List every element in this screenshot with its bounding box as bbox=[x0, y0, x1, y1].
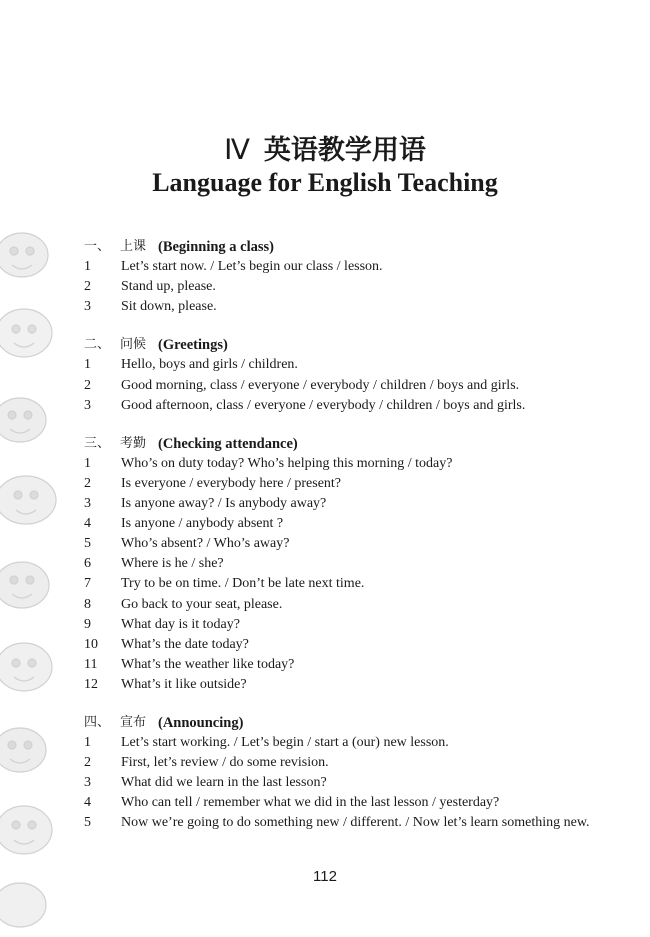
item-text: What did we learn in the last lesson? bbox=[121, 775, 327, 791]
item-text: Hello, boys and girls / children. bbox=[121, 357, 298, 373]
item-text: What’s the date today? bbox=[121, 636, 249, 652]
item-number: 7 bbox=[84, 576, 91, 592]
list-item bbox=[0, 615, 650, 635]
list-item bbox=[0, 733, 650, 753]
list-item bbox=[0, 277, 650, 297]
chapter-title-zh-text: 英语教学用语 bbox=[263, 135, 426, 166]
item-text: What’s the weather like today? bbox=[121, 656, 295, 672]
section-title-zh: 宣布 bbox=[120, 714, 147, 730]
item-text: Let’s start now. / Let’s begin our class / lesson. bbox=[121, 259, 383, 275]
item-number: 3 bbox=[84, 299, 91, 315]
section-number: 三、 bbox=[84, 435, 111, 451]
item-text: Try to be on time. / Don’t be late next time. bbox=[121, 576, 365, 592]
item-text: Let’s start working. / Let’s begin / start a (our) new lesson. bbox=[121, 735, 449, 751]
list-item bbox=[0, 773, 650, 793]
section-title-en: (Checking attendance) bbox=[158, 435, 298, 452]
list-item bbox=[0, 635, 650, 655]
item-number: 1 bbox=[84, 735, 91, 751]
list-item bbox=[0, 574, 650, 594]
list-item bbox=[0, 454, 650, 474]
item-text: Is everyone / everybody here / present? bbox=[121, 475, 342, 491]
item-number: 4 bbox=[84, 795, 91, 811]
item-text: Stand up, please. bbox=[121, 279, 216, 295]
chapter-roman-numeral: Ⅳ bbox=[224, 135, 250, 166]
item-number: 3 bbox=[84, 775, 91, 791]
list-item bbox=[0, 813, 650, 833]
item-number: 2 bbox=[84, 475, 91, 491]
phrase-list bbox=[0, 237, 650, 852]
section-title-zh: 问候 bbox=[120, 337, 147, 353]
item-number: 3 bbox=[84, 397, 91, 413]
section-title-zh: 考勤 bbox=[120, 435, 147, 451]
chapter-title-english: Language for English Teaching bbox=[152, 168, 498, 197]
section-beginning-a-class bbox=[0, 237, 650, 317]
section-title-en: (Greetings) bbox=[158, 337, 228, 354]
list-item bbox=[0, 595, 650, 615]
item-number: 2 bbox=[84, 279, 91, 295]
list-item bbox=[0, 297, 650, 317]
list-item bbox=[0, 376, 650, 396]
item-text: Now we’re going to do something new / different. / Now let’s learn something new. bbox=[121, 815, 590, 831]
item-number: 8 bbox=[84, 596, 91, 612]
item-number: 9 bbox=[84, 616, 91, 632]
list-item bbox=[0, 474, 650, 494]
section-announcing bbox=[0, 713, 650, 834]
list-item bbox=[0, 554, 650, 574]
section-heading bbox=[0, 335, 650, 355]
item-number: 6 bbox=[84, 556, 91, 572]
item-number: 10 bbox=[84, 636, 98, 652]
section-greetings bbox=[0, 335, 650, 415]
item-number: 1 bbox=[84, 259, 91, 275]
item-text: Who can tell / remember what we did in the last lesson / yesterday? bbox=[121, 795, 500, 811]
item-number: 11 bbox=[84, 656, 98, 672]
list-item bbox=[0, 514, 650, 534]
item-text: First, let’s review / do some revision. bbox=[121, 755, 329, 771]
item-text: Go back to your seat, please. bbox=[121, 596, 283, 612]
list-item bbox=[0, 655, 650, 675]
item-number: 1 bbox=[84, 357, 91, 373]
item-text: What day is it today? bbox=[121, 616, 240, 632]
section-heading bbox=[0, 713, 650, 733]
section-number: 一、 bbox=[84, 239, 111, 254]
item-text: Who’s on duty today? Who’s helping this morning / today? bbox=[121, 455, 453, 471]
item-text: Where is he / she? bbox=[121, 556, 224, 572]
list-item bbox=[0, 494, 650, 514]
section-heading bbox=[0, 237, 650, 257]
item-number: 2 bbox=[84, 755, 91, 771]
section-heading bbox=[0, 434, 650, 454]
page-number: 112 bbox=[313, 868, 337, 885]
item-number: 12 bbox=[84, 676, 98, 692]
item-text: Good morning, class / everyone / everybody / children / boys and girls. bbox=[121, 377, 520, 393]
list-item bbox=[0, 396, 650, 416]
item-number: 5 bbox=[84, 815, 91, 831]
item-number: 5 bbox=[84, 536, 91, 552]
list-item bbox=[0, 753, 650, 773]
item-text: Good afternoon, class / everyone / everybody / children / boys and girls. bbox=[121, 397, 526, 413]
section-number: 四、 bbox=[84, 714, 111, 730]
item-text: Sit down, please. bbox=[121, 299, 217, 315]
item-text: Is anyone away? / Is anybody away? bbox=[121, 496, 327, 512]
list-item bbox=[0, 355, 650, 375]
item-text: Who’s absent? / Who’s away? bbox=[121, 536, 290, 552]
item-text: Is anyone / anybody absent ? bbox=[121, 516, 284, 532]
section-number: 二、 bbox=[84, 337, 111, 353]
chapter-title-chinese bbox=[0, 128, 650, 167]
item-number: 1 bbox=[84, 455, 91, 471]
list-item bbox=[0, 793, 650, 813]
section-title-en: (Announcing) bbox=[158, 714, 244, 731]
section-title-en: (Beginning a class) bbox=[158, 239, 275, 255]
item-number: 4 bbox=[84, 516, 91, 532]
section-title-zh: 上课 bbox=[120, 239, 147, 254]
section-checking-attendance bbox=[0, 434, 650, 695]
item-number: 2 bbox=[84, 377, 91, 393]
list-item bbox=[0, 534, 650, 554]
item-text: What’s it like outside? bbox=[121, 676, 247, 692]
list-item bbox=[0, 257, 650, 277]
list-item bbox=[0, 675, 650, 695]
item-number: 3 bbox=[84, 496, 91, 512]
